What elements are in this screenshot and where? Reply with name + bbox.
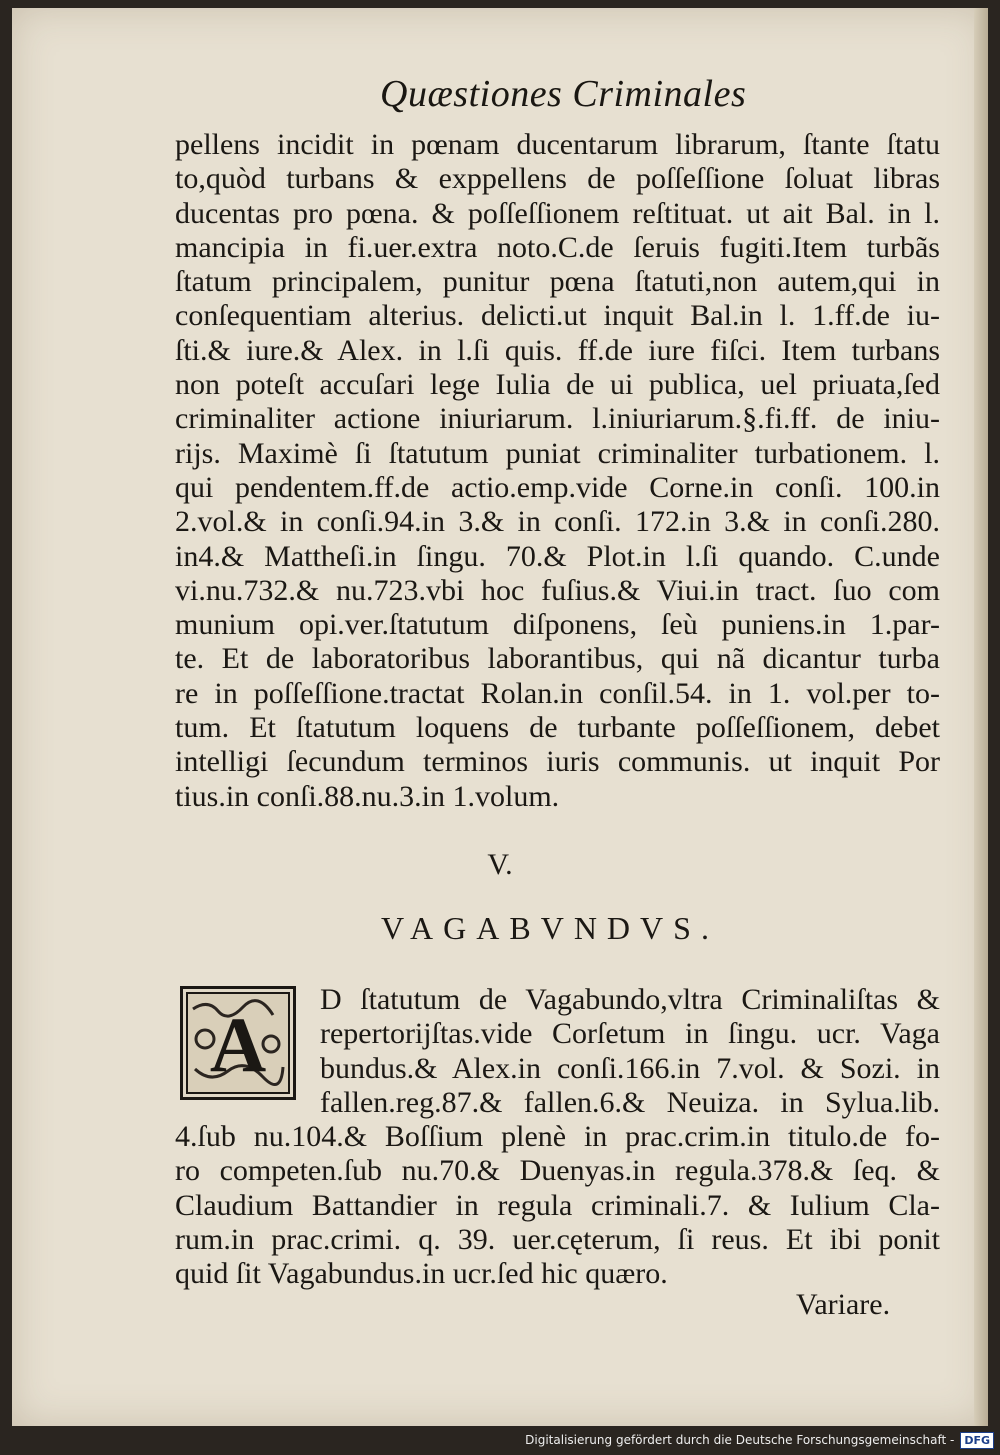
text-line: ſtatum principalem, punitur pœna ſtatuti,non autem,qui in xyxy=(175,265,940,299)
text-line: 2.vol.& in conſi.94.in 3.& in conſi. 172.in 3.& in conſi.280. xyxy=(175,505,940,539)
text-line: criminaliter actione iniuriarum. l.iniuriarum.§.fi.ff. de iniu- xyxy=(175,402,940,436)
text-line: non poteſt accuſari lege Iulia de ui publica, uel priuata,ſed xyxy=(175,368,940,402)
text-line: ro competen.ſub nu.70.& Duenyas.in regula.378.& ſeq. & xyxy=(175,1154,940,1188)
footer-text: Digitalisierung gefördert durch die Deutsche Forschungsgemeinschaft - xyxy=(525,1433,955,1447)
text-line: re in poſſeſſione.tractat Rolan.in conſil.54. in 1. vol.per to- xyxy=(175,676,940,710)
paragraph-1 xyxy=(175,128,940,814)
text-line: te. Et de laboratoribus laborantibus, qui nã dicantur turba xyxy=(175,642,940,676)
text-line: qui pendentem.ff.de actio.emp.vide Corne.in conſi. 100.in xyxy=(175,470,940,504)
page-spine-edge xyxy=(974,8,988,1426)
section-number: V. xyxy=(487,848,513,881)
text-line: conſequentiam alterius. delicti.ut inquit Bal.in l. 1.ff.de iu- xyxy=(175,299,940,333)
text-line: in4.& Mattheſi.in ſingu. 70.& Plot.in l.ſi quando. C.unde xyxy=(175,539,940,573)
text-line: bundus.& Alex.in conſi.166.in 7.vol. & Sozi. in xyxy=(320,1051,940,1085)
text-line: tum. Et ſtatutum loquens de turbante poſſeſſionem, debet xyxy=(175,711,940,745)
text-line: ſti.& iure.& Alex. in l.ſi quis. ff.de iure fiſci. Item turbans xyxy=(175,333,940,367)
text-line: fallen.reg.87.& fallen.6.& Neuiza. in Sylua.lib. xyxy=(320,1085,940,1119)
text-line: 4.ſub nu.104.& Boſſium plenè in prac.crim.in titulo.de fo- xyxy=(175,1120,940,1154)
text-line: to,quòd turbans & exppellens de poſſeſſione ſoluat libras xyxy=(175,162,940,196)
text-line: quid ſit Vagabundus.in ucr.ſed hic quæro. xyxy=(175,1257,668,1291)
text-line: ducentas pro pœna. & poſſeſſionem reſtituat. ut ait Bal. in l. xyxy=(175,196,940,230)
catchword: Variare. xyxy=(796,1288,891,1321)
section-title: VAGABVNDVS. xyxy=(381,910,719,946)
text-line: vi.nu.732.& nu.723.vbi hoc fuſius.& Viui.in tract. ſuo com xyxy=(175,573,940,607)
text-line: rum.in prac.crimi. q. 39. uer.cęterum, ſi reus. Et ibi ponit xyxy=(175,1223,940,1257)
text-line: mancipia in fi.uer.extra noto.C.de ſeruis fugiti.Item turbãs xyxy=(175,230,940,264)
digitization-footer xyxy=(525,1429,994,1451)
text-line: munium opi.ver.ſtatutum diſponens, ſeù puniens.in 1.par- xyxy=(175,608,940,642)
text-line: Claudium Battandier in regula criminali.7. & Iulium Cla- xyxy=(175,1188,940,1222)
text-line: rijs. Maximè ſi ſtatutum puniat criminaliter turbationem. l. xyxy=(175,436,940,470)
text-line: D ſtatutum de Vagabundo,vltra Criminaliſtas & xyxy=(320,983,940,1016)
text-line: tius.in conſi.88.nu.3.in 1.volum. xyxy=(175,779,560,813)
paragraph-2 xyxy=(175,983,940,1292)
initial-letter: A xyxy=(209,1001,267,1088)
text-line: repertorijſtas.vide Corſetum in ſingu. ucr. Vaga xyxy=(320,1017,940,1051)
text-line: intelligi ſecundum terminos iuris communis. ut inquit Por xyxy=(175,745,940,779)
text-line: pellens incidit in pœnam ducentarum librarum, ſtante ſtatu xyxy=(175,128,940,161)
running-header: Quæstiones Criminales xyxy=(380,73,747,115)
dfg-logo: DFG xyxy=(960,1432,994,1449)
